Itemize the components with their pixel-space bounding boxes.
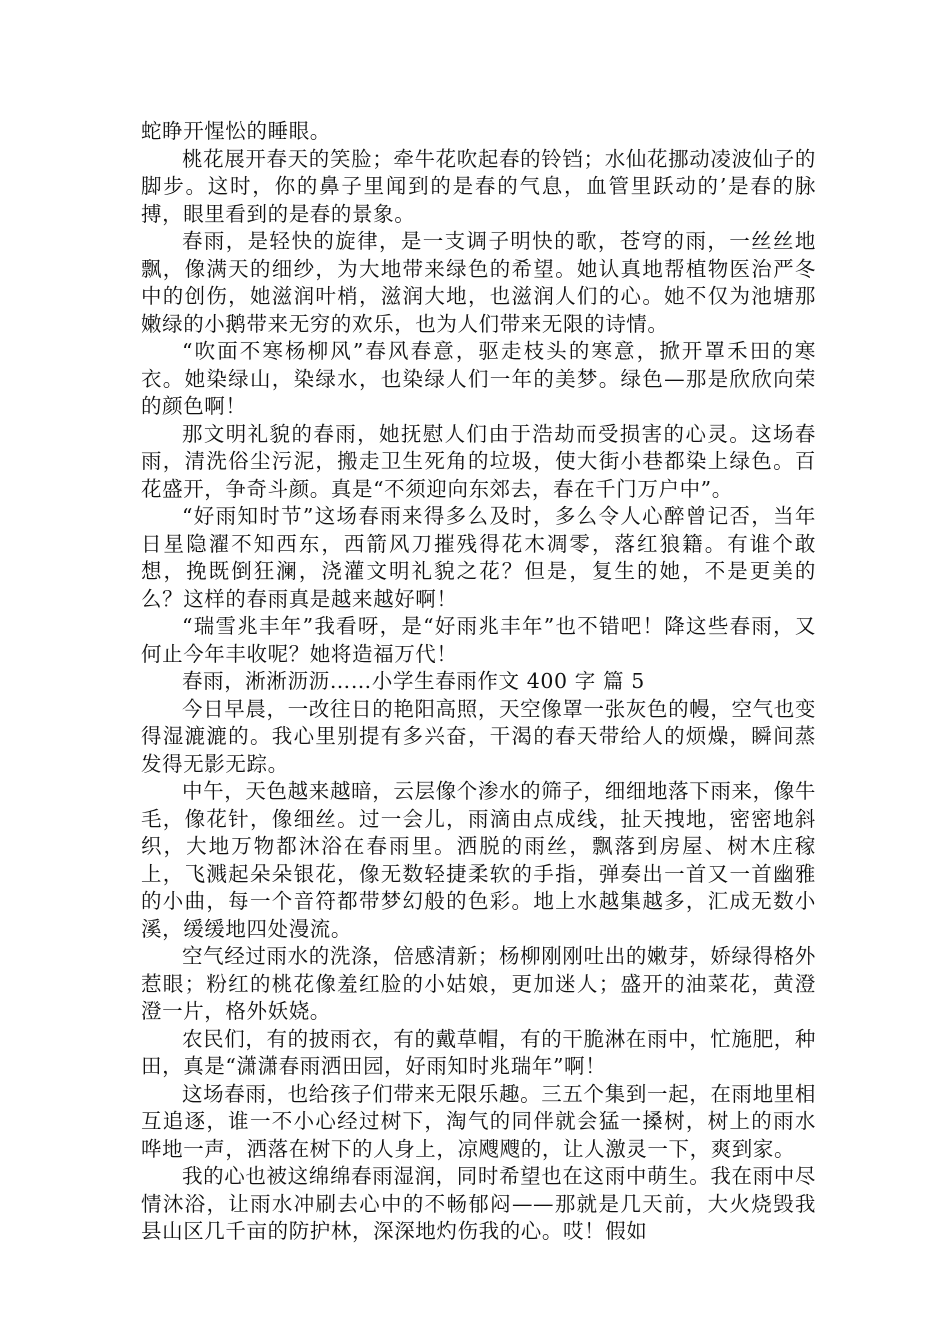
- section-heading: 春雨，淅淅沥沥……小学生春雨作文 400 字 篇 5: [182, 669, 645, 693]
- paragraph-continuation: 蛇睁开惺忪的睡眼。: [141, 119, 331, 143]
- paragraph: 我的心也被这绵绵春雨湿润，同时希望也在这雨中萌生。我在雨中尽情沐浴，让雨水冲刷去心中的不畅郁闷——那就是几天前，大火烧毁我县山区几千亩的防护林，深深地灼伤我的心。哎！假如: [141, 1164, 816, 1243]
- paragraph: 空气经过雨水的洗涤，倍感清新；杨柳刚刚吐出的嫩芽，娇绿得格外惹眼；粉红的桃花像羞红脸的小姑娘，更加迷人；盛开的油菜花，黄澄澄一片，格外妖娆。: [141, 944, 816, 1023]
- paragraph: “好雨知时节”这场春雨来得多么及时，多么令人心醉曾记否，当年日星隐濯不知西东，西箭风刀摧残得花木凋零，落红狼籍。有谁个敢想，挽既倒狂澜，浇灌文明礼貌之花？但是，复生的她，不是更美的么？这样的春雨真是越来越好啊！: [141, 504, 816, 611]
- paragraph: 农民们，有的披雨衣，有的戴草帽，有的干脆淋在雨中，忙施肥，种田，真是“潇潇春雨洒田园，好雨知时兆瑞年”啊！: [141, 1026, 816, 1078]
- document-page: [141, 118, 816, 1246]
- paragraph: 春雨，是轻快的旋律，是一支调子明快的歌，苍穹的雨，一丝丝地飘，像满天的细纱，为大地带来绿色的希望。她认真地帮植物医治严冬中的创伤，她滋润叶梢，滋润大地，也滋润人们的心。她不仅为池塘那嫩绿的小鹅带来无穷的欢乐，也为人们带来无限的诗情。: [141, 229, 816, 336]
- paragraph: 那文明礼貌的春雨，她抚慰人们由于浩劫而受损害的心灵。这场春雨，清洗俗尘污泥，搬走卫生死角的垃圾，使大街小巷都染上绿色。百花盛开，争奇斗颜。真是“不须迎向东郊去，春在千门万户中”。: [141, 421, 816, 501]
- paragraph: 中午，天色越来越暗，云层像个渗水的筛子，细细地落下雨来，像牛毛，像花针，像细丝。过一会儿，雨滴由点成线，扯天拽地，密密地斜织，大地万物都沐浴在春雨里。洒脱的雨丝，飘落到房屋、树木庄稼上，飞溅起朵朵银花，像无数轻捷柔软的手指，弹奏出一首又一首幽雅的小曲，每一个音符都带梦幻般的色彩。地上水越集越多，汇成无数小溪，缓缓地四处漫流。: [141, 779, 816, 941]
- paragraph: 桃花展开春天的笑脸；牵牛花吹起春的铃铛；水仙花挪动凌波仙子的脚步。这时，你的鼻子里闻到的是春的气息，血管里跃动的’是春的脉搏，眼里看到的是春的景象。: [141, 146, 816, 226]
- paragraph: “吹面不寒杨柳风”春风春意，驱走枝头的寒意，掀开罩禾田的寒衣。她染绿山，染绿水，也染绿人们一年的美梦。绿色—那是欣欣向荣的颜色啊！: [141, 339, 816, 418]
- paragraph: “瑞雪兆丰年”我看呀，是“好雨兆丰年”也不错吧！降这些春雨，又何止今年丰收呢？她将造福万代！: [141, 614, 816, 666]
- paragraph: 今日早晨，一改往日的艳阳高照，天空像罩一张灰色的幔，空气也变得湿漉漉的。我心里别提有多兴奋，干渴的春天带给人的烦燥，瞬间蒸发得无影无踪。: [141, 696, 816, 776]
- paragraph: 这场春雨，也给孩子们带来无限乐趣。三五个集到一起，在雨地里相互追逐，谁一不小心经过树下，淘气的同伴就会猛一搡树，树上的雨水哗地一声，洒落在树下的人身上，凉飕飕的，让人激灵一下，爽到家。: [141, 1081, 816, 1161]
